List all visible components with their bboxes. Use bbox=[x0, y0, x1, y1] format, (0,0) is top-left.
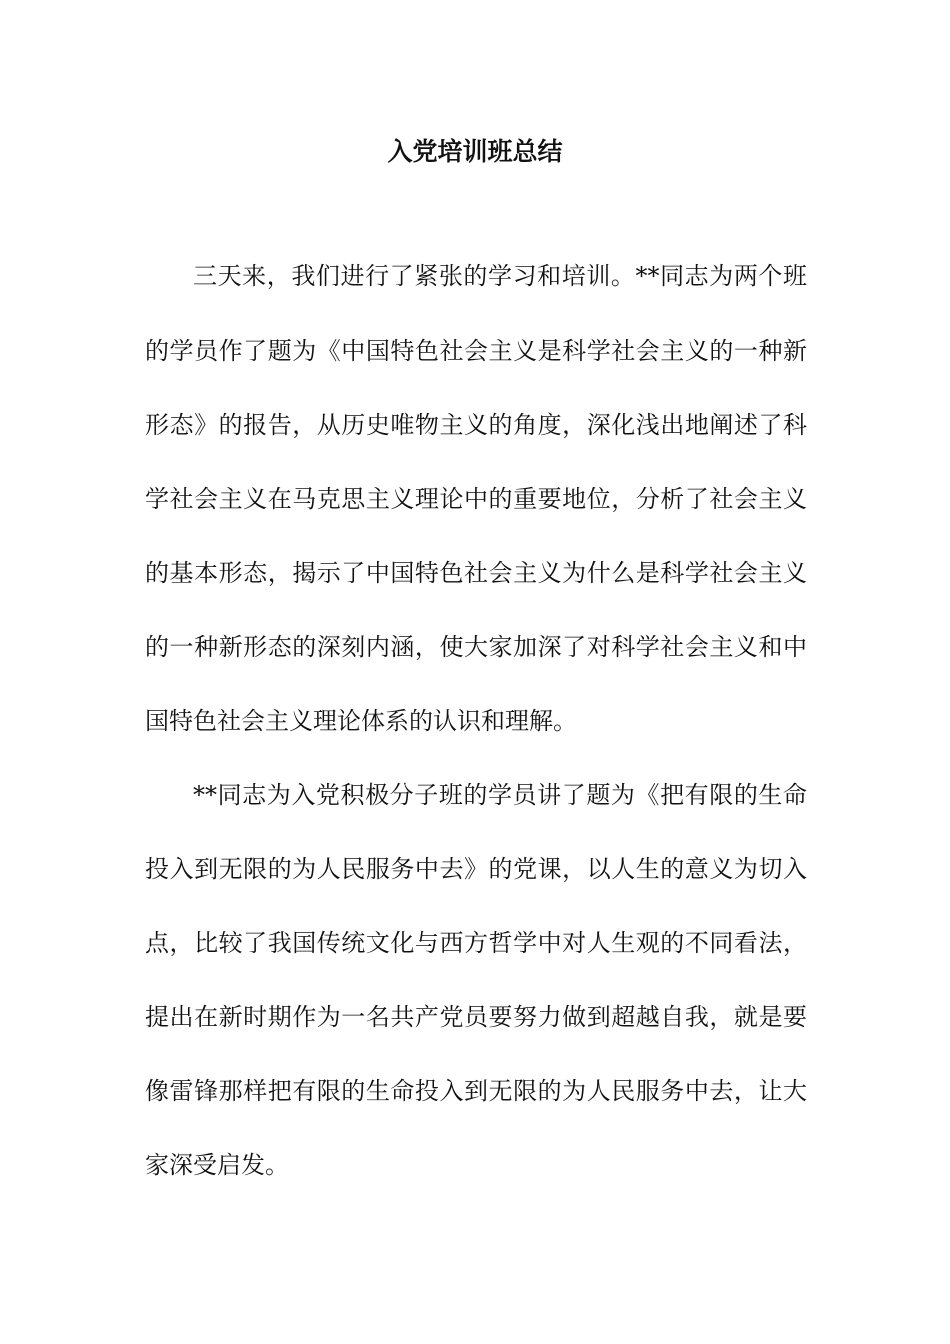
paragraph-line: 投入到无限的为人民服务中去》的党课，以人生的意义为切入 bbox=[145, 855, 807, 883]
paragraph-line: 家深受启发。 bbox=[145, 1151, 289, 1179]
paragraph-line: 三天来，我们进行了紧张的学习和培训。**同志为两个班 bbox=[193, 262, 807, 290]
paragraph-line: 形态》的报告，从历史唯物主义的角度，深化浅出地阐述了科 bbox=[145, 411, 807, 439]
paragraph-line: **同志为入党积极分子班的学员讲了题为《把有限的生命 bbox=[193, 781, 807, 809]
paragraph-line: 的学员作了题为《中国特色社会主义是科学社会主义的一种新 bbox=[145, 337, 807, 365]
paragraph-line: 的基本形态，揭示了中国特色社会主义为什么是科学社会主义 bbox=[145, 559, 807, 587]
paragraph-line: 国特色社会主义理论体系的认识和理解。 bbox=[145, 707, 577, 735]
document-title: 入党培训班总结 bbox=[387, 137, 563, 166]
paragraph-line: 学社会主义在马克思主义理论中的重要地位，分析了社会主义 bbox=[145, 485, 807, 513]
paragraph-line: 的一种新形态的深刻内涵，使大家加深了对科学社会主义和中 bbox=[145, 633, 807, 661]
paragraph-line: 点，比较了我国传统文化与西方哲学中对人生观的不同看法， bbox=[145, 929, 807, 957]
paragraph-line: 像雷锋那样把有限的生命投入到无限的为人民服务中去，让大 bbox=[145, 1077, 807, 1105]
paragraph-line: 提出在新时期作为一名共产党员要努力做到超越自我，就是要 bbox=[145, 1003, 807, 1031]
